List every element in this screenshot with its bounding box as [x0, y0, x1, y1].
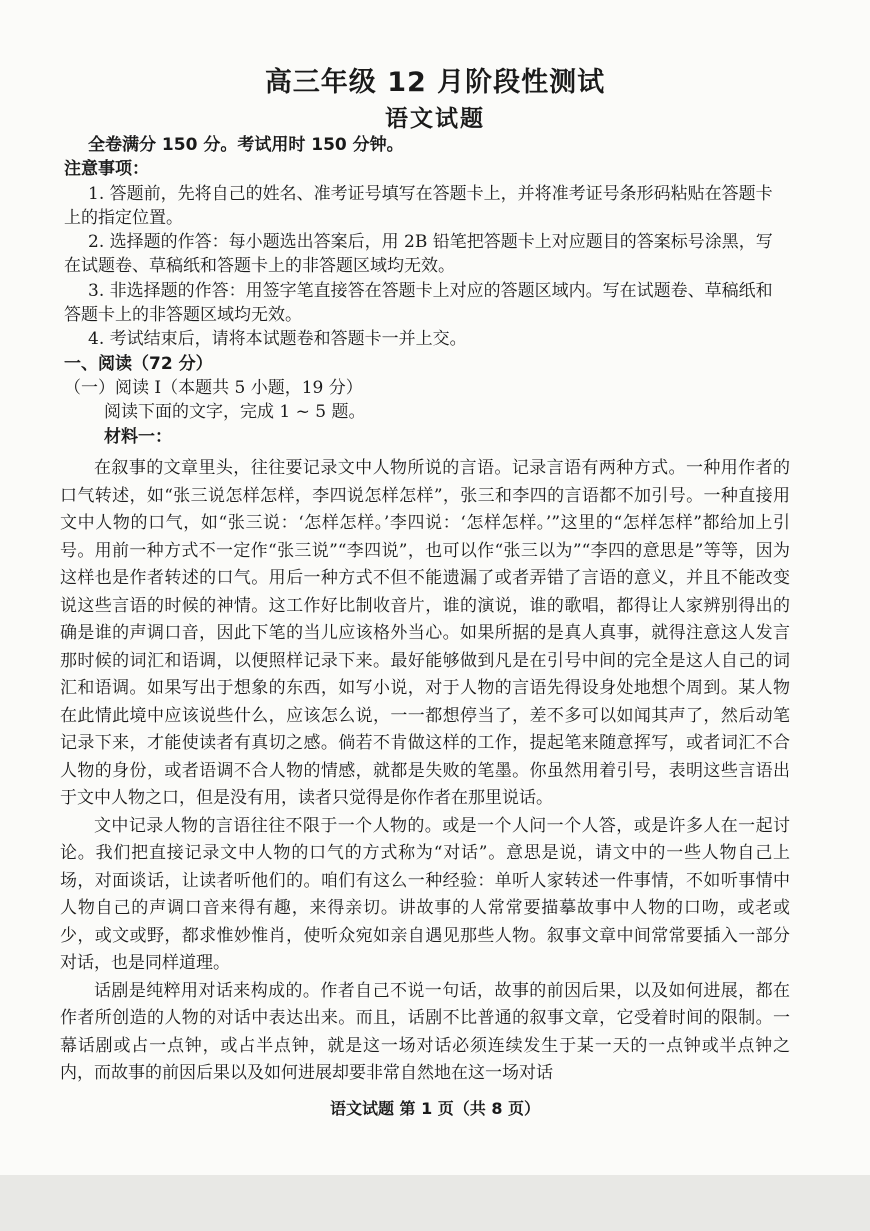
page-footer: 语文试题 第 1 页（共 8 页）: [329, 1099, 541, 1118]
exam-subtitle: 语文试题: [385, 106, 485, 132]
notice-item-4: 4. 考试结束后，请将本试题卷和答题卡一并上交。: [88, 329, 467, 350]
notice-item-1: 1. 答题前，先将自己的姓名、准考证号填写在答题卡上，并将准考证号条形码粘贴在答题卡上的指定位置。: [64, 183, 773, 228]
notice-heading: 注意事项：: [64, 159, 149, 180]
reading-instruction: 阅读下面的文字，完成 1 ~ 5 题。: [104, 402, 366, 423]
passage-paragraph-2: 文中记录人物的言语往往不限于一个人物的。或是一个人问一个人答，或是许多人在一起讨论。我们把直接记录文中人物的口气的方式称为“对话”。意思是说，请文中的一些人物自己上场，对面谈话，让读者听他们的。咱们有这么一种经验：单听人家转述一件事情，不如听事情中人物自己的声调口音来得有趣，来得亲切。讲故事的人常常要描摹故事中人物的口吻，或老或少，或文或野，都求惟妙惟肖，使听众宛如亲自遇见那些人物。叙事文章中间常常要插入一部分对话，也是同样道理。: [60, 815, 790, 973]
passage-paragraph-1: 在叙事的文章里头，往往要记录文中人物所说的言语。记录言语有两种方式。一种用作者的口气转述，如“张三说怎样怎样，李四说怎样怎样”，张三和李四的言语都不加引号。一种直接用文中人物的口气，如“张三说：‘怎样怎样。’李四说：‘怎样怎样。’”这里的“怎样怎样”都给加上引号。用前一种方式不一定作“张三说”“李四说”，也可以作“张三以为”“李四的意思是”等等，因为这样也是作者转述的口气。用后一种方式不但不能遗漏了或者弄错了言语的意义，并且不能改变说这些言语的时候的神情。这工作好比制收音片，谁的演说，谁的歌唱，都得让人家辨别得出的确是谁的声调口音，因此下笔的当儿应该格外当心。如果所据的是真人真事，就得注意这人发言那时候的词汇和语调，以便照样记录下来。最好能够做到凡是在引号中间的完全是这人自己的词汇和语调。如果写出于想象的东西，如写小说，对于人物的言语先得设身处地想个周到。某人物在此情此境中应该说些什么，应该怎么说，一一都想停当了，差不多可以如闻其声了，然后动笔记录下来，才能使读者有真切之感。倘若不肯做这样的工作，提起笔来随意挥写，或者词汇不合人物的身份，或者语调不合人物的情感，就都是失败的笔墨。你虽然用着引号，表明这些言语出于文中人物之口，但是没有用，读者只觉得是你作者在那里说话。: [60, 458, 790, 808]
exam-info: 全卷满分 150 分。考试用时 150 分钟。: [88, 135, 404, 155]
section-heading: 一、阅读（72 分）: [64, 353, 213, 374]
notice-item-2: 2. 选择题的作答：每小题选出答案后，用 2B 铅笔把答题卡上对应题目的答案标号涂黑，写在试题卷、草稿纸和答题卡上的非答题区域均无效。: [64, 232, 773, 277]
exam-instructions: [64, 133, 784, 449]
page-bottom-margin: [0, 1175, 870, 1231]
reading-passage: [60, 455, 790, 1088]
passage-paragraph-3: 话剧是纯粹用对话来构成的。作者自己不说一句话，故事的前因后果，以及如何进展，都在作者所创造的人物的对话中表达出来。而且，话剧不比普通的叙事文章，它受着时间的限制。一幕话剧或占一点钟，或占半点钟，就是这一场对话必须连续发生于某一天的一点钟或半点钟之内，而故事的前因后果以及如何进展却要非常自然地在这一场对话: [60, 980, 790, 1083]
notice-item-3: 3. 非选择题的作答：用签字笔直接答在答题卡上对应的答题区域内。写在试题卷、草稿纸和答题卡上的非答题区域均无效。: [64, 280, 773, 326]
subsection-heading: （一）阅读 I（本题共 5 小题，19 分）: [64, 377, 363, 398]
exam-title: 高三年级 12 月阶段性测试: [264, 67, 606, 98]
material-label: 材料一：: [104, 426, 172, 447]
